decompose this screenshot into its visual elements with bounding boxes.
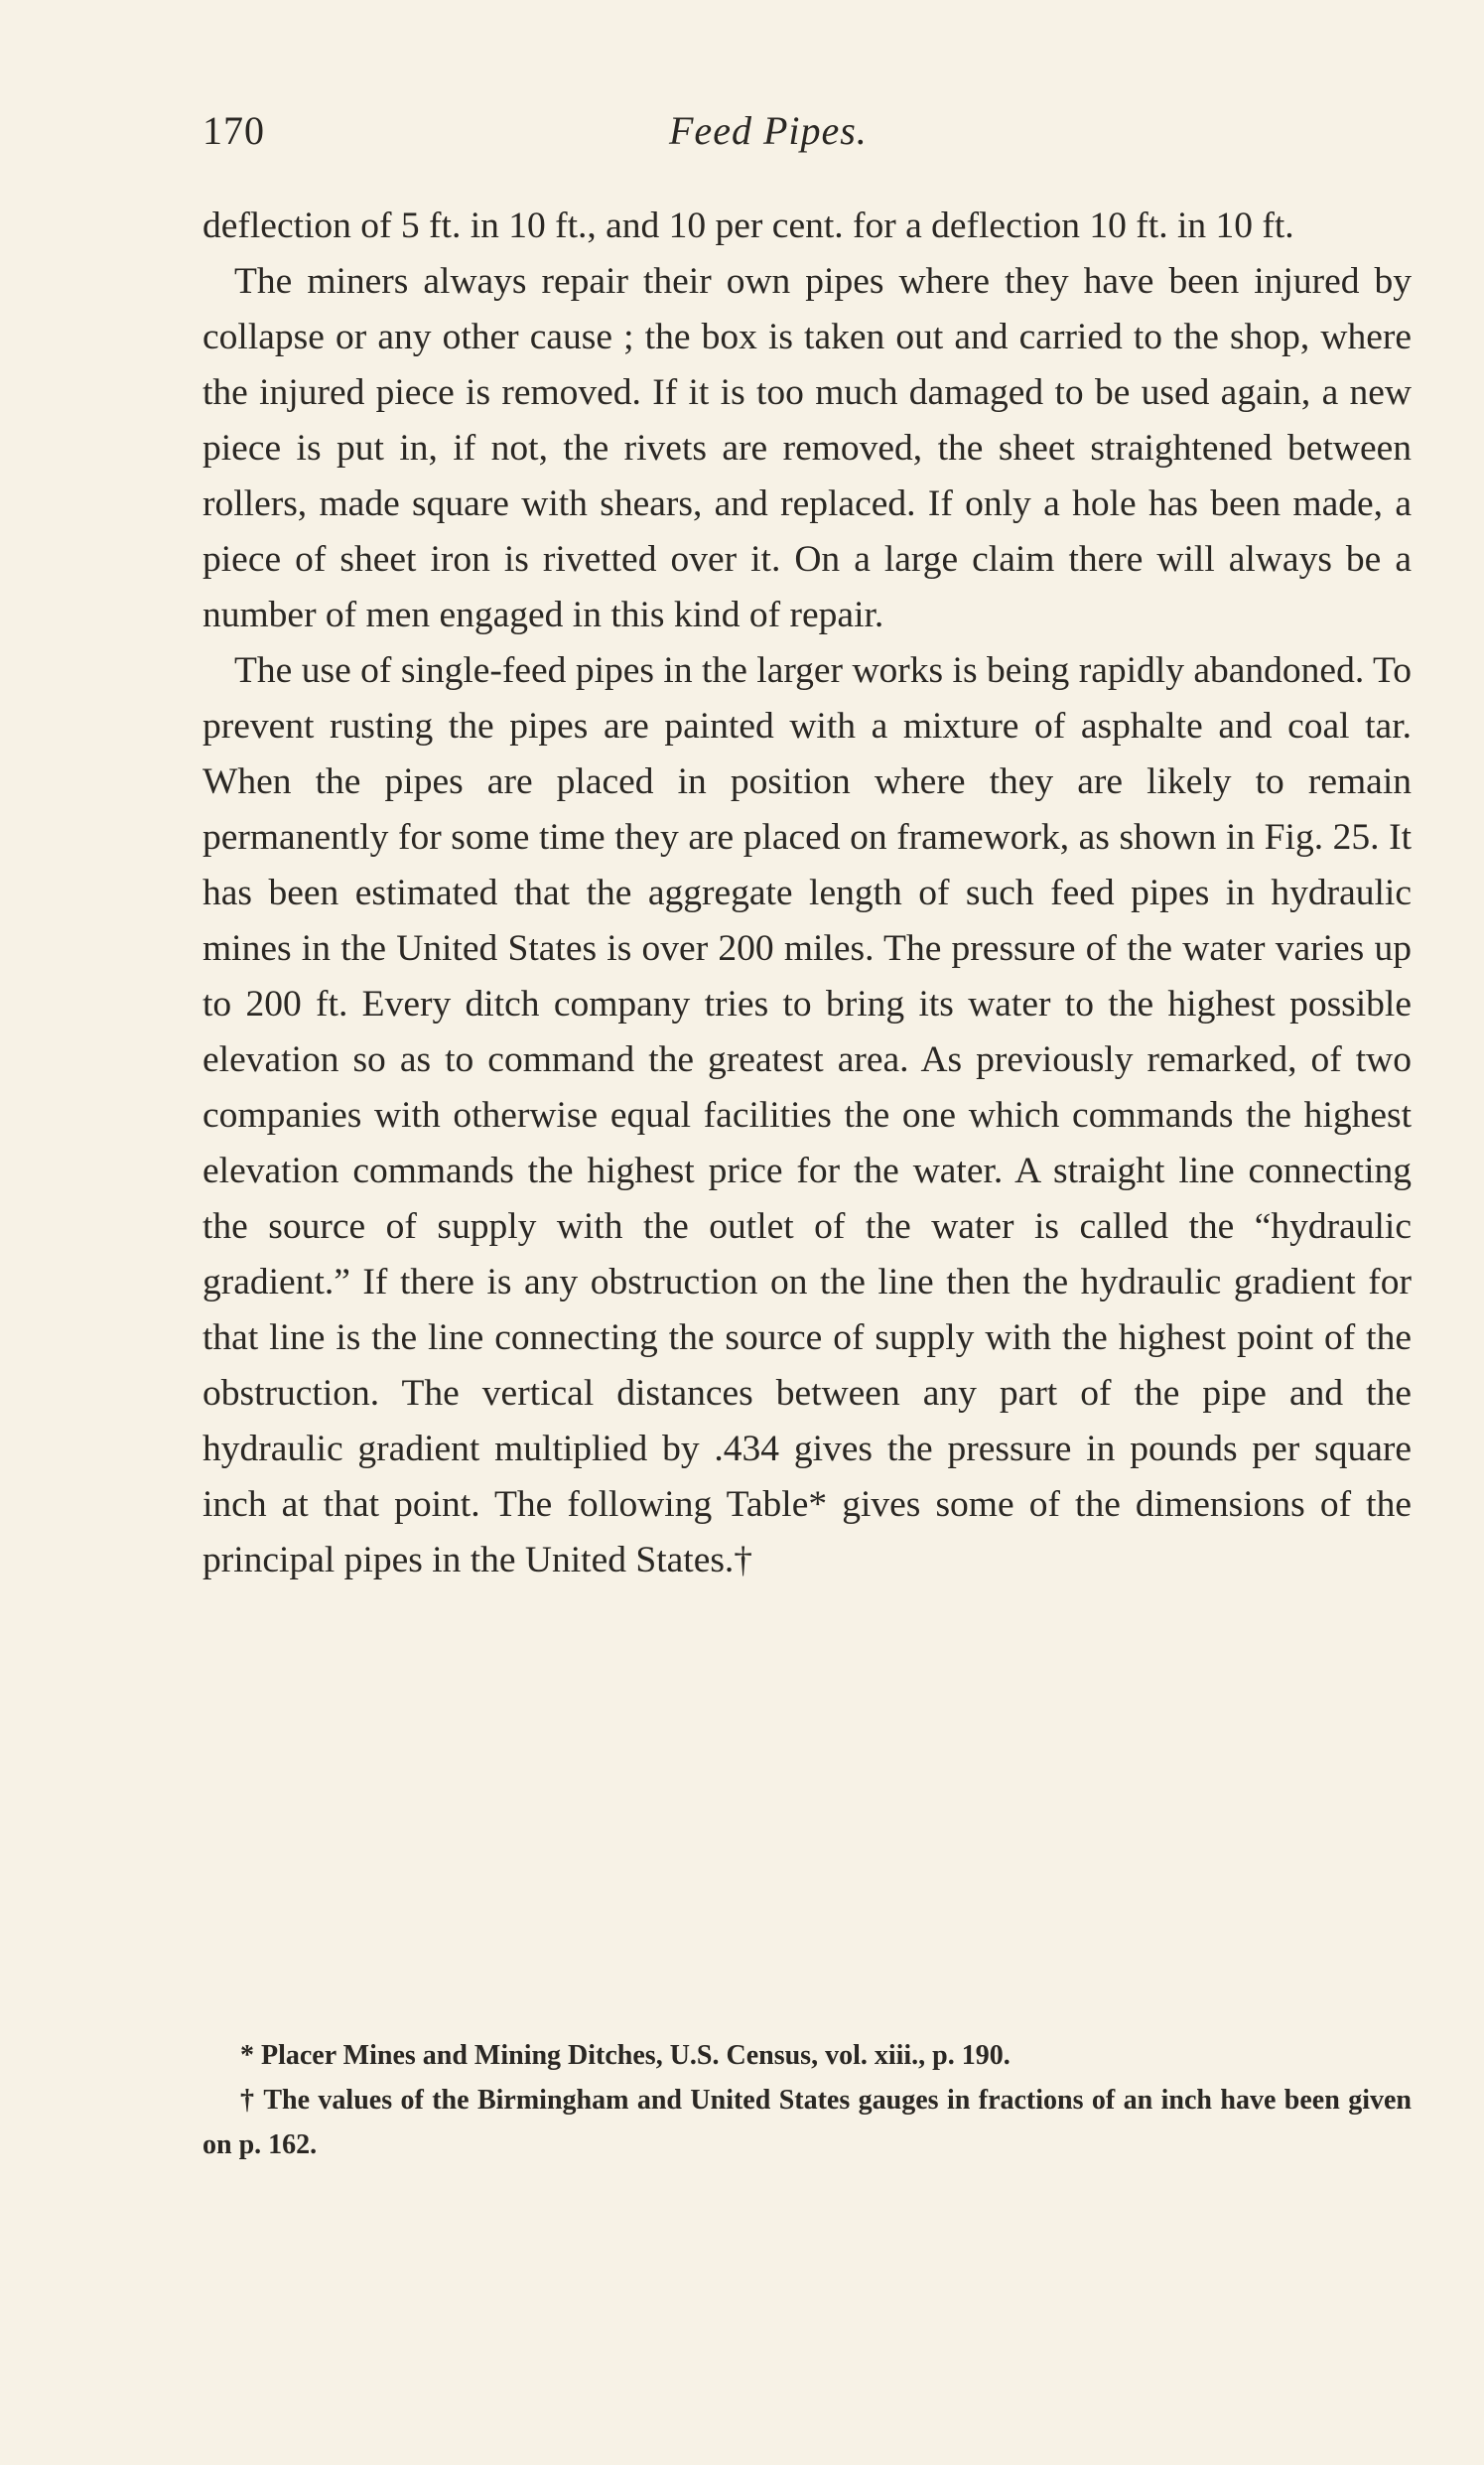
body-text	[202, 199, 1412, 1588]
paragraph-continuation: deflection of 5 ft. in 10 ft., and 10 per cent. for a deflection 10 ft. in 10 ft.	[202, 205, 1294, 246]
footnote-dagger: † The values of the Birmingham and United States gauges in fractions of an inch have been given on p. 162.	[202, 2085, 1412, 2160]
page-number: 170	[202, 108, 265, 153]
paragraph-hydraulic-gradient: The use of single-feed pipes in the larger works is being rapidly abandoned. To prevent rusting the pipes are painted with a mixture of asphalte and coal tar. When the pipes are placed in position where they are likely to remain permanently for some time they are placed on framework, as shown in Fig. 25. It has been estimated that the aggregate length of such feed pipes in hydraulic mines in the United States is over 200 miles. The pressure of the water varies up to 200 ft. Every ditch company tries to bring its water to the highest possible elevation so as to command the greatest area. As previously remarked, of two companies with otherwise equal facilities the one which commands the highest elevation commands the highest price for the water. A straight line connecting the source of supply with the outlet of the water is called the “hydraulic gradient.” If there is any obstruction on the line then the hydraulic gradient for that line is the line connecting the source of supply with the highest point of the obstruction. The vertical distances between any part of the pipe and the hydraulic gradient multiplied by .434 gives the pressure in pounds per square inch at that point. The following Table* gives some of the dimensions of the principal pipes in the United States.†	[202, 650, 1412, 1580]
footnotes	[202, 2033, 1412, 2167]
page-header	[202, 107, 1418, 167]
footnote-asterisk: * Placer Mines and Mining Ditches, U.S. Census, vol. xiii., p. 190.	[240, 2040, 1011, 2071]
paragraph-pipe-repair: The miners always repair their own pipes where they have been injured by collapse or any other cause ; the box is taken out and carried to the shop, where the injured piece is removed. If it is too much damaged to be used again, a new piece is put in, if not, the rivets are removed, the sheet straightened between rollers, made square with shears, and replaced. If only a hole has been made, a piece of sheet iron is rivetted over it. On a large claim there will always be a number of men engaged in this kind of repair.	[202, 261, 1412, 635]
running-title: Feed Pipes.	[669, 108, 868, 153]
